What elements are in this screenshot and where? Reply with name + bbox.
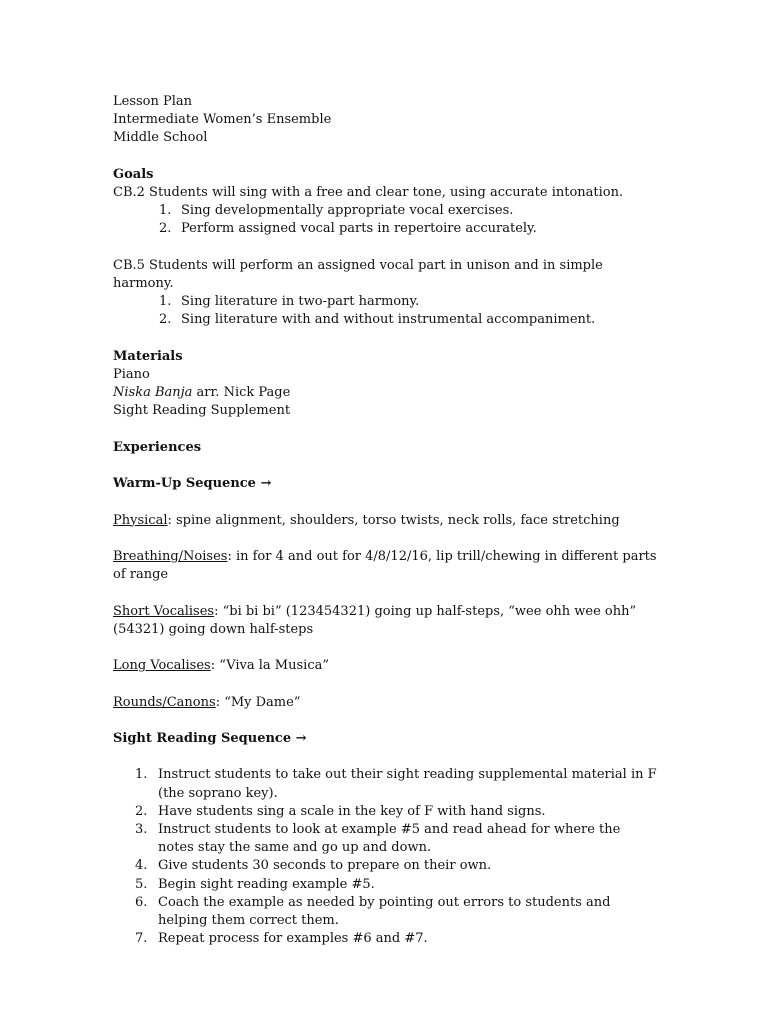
- list-item: [113, 803, 658, 821]
- list-text: Repeat process for examples #6 and #7.: [158, 931, 428, 947]
- list-text: Instruct students to take out their sight reading supplemental material in F (the soprano key).: [158, 767, 657, 801]
- short-vocalises-text: : “bi bi bi” (123454321) going up half-steps, “wee ohh wee ohh” (54321) going down half-steps: [113, 603, 637, 637]
- school-level: Middle School: [113, 130, 208, 146]
- sight-reading-heading: Sight Reading Sequence →: [113, 730, 307, 746]
- list-item: [113, 876, 658, 894]
- list-item: [113, 766, 658, 802]
- physical-text: : spine alignment, shoulders, torso twists, neck rolls, face stretching: [167, 512, 620, 528]
- warmup-heading: Warm-Up Sequence →: [113, 476, 272, 492]
- goal-cb2: CB.2 Students will sing with a free and clear tone, using accurate intonation.: [113, 185, 624, 200]
- short-vocalises-label: Short Vocalises: [113, 603, 215, 619]
- long-vocalises-text: : “Viva la Musica”: [210, 658, 329, 674]
- list-text: Have students sing a scale in the key of F with hand signs.: [158, 803, 546, 819]
- list-item: [113, 894, 658, 930]
- list-number: 2.: [159, 312, 172, 328]
- material-song: [113, 384, 658, 402]
- warmup-breathing: [113, 548, 658, 584]
- warmup-physical: [113, 512, 658, 530]
- experiences-heading: Experiences: [113, 439, 202, 455]
- list-number: 3.: [135, 821, 148, 837]
- list-item: [113, 202, 658, 220]
- ensemble-name: Intermediate Women’s Ensemble: [113, 112, 332, 128]
- breathing-label: Breathing/Noises: [113, 548, 228, 564]
- list-item: [113, 293, 658, 311]
- list-number: 2.: [135, 803, 148, 819]
- list-text: Coach the example as needed by pointing out errors to students and helping them correct them.: [158, 894, 611, 928]
- goal-cb5: CB.5 Students will perform an assigned vocal part in unison and in simple harmony.: [113, 257, 603, 291]
- materials-heading: Materials: [113, 348, 183, 364]
- list-number: 2.: [159, 221, 172, 237]
- list-number: 7.: [135, 931, 148, 947]
- list-item: [113, 821, 658, 857]
- warmup-short-vocalises: [113, 603, 658, 639]
- list-text: Instruct students to look at example #5 and read ahead for where the notes stay the same and go up and down.: [158, 821, 621, 856]
- goal-cb5-list: [113, 293, 658, 329]
- list-item: [113, 220, 658, 238]
- list-number: 1.: [135, 767, 148, 783]
- warmup-long-vocalises: [113, 657, 658, 675]
- rounds-text: : “My Dame”: [215, 694, 301, 710]
- warmup-rounds: [113, 694, 658, 712]
- breathing-text: : in for 4 and out for 4/8/12/16, lip trill/chewing in different parts of range: [113, 548, 657, 583]
- list-text: Give students 30 seconds to prepare on their own.: [158, 858, 492, 874]
- doc-title: Lesson Plan: [113, 94, 193, 109]
- list-item: [113, 857, 658, 875]
- list-number: 6.: [135, 894, 148, 910]
- list-text: Sing developmentally appropriate vocal exercises.: [181, 203, 514, 219]
- song-title: Niska Banja: [113, 385, 193, 401]
- physical-label: Physical: [113, 512, 168, 528]
- list-text: Begin sight reading example #5.: [158, 876, 375, 892]
- material-piano: Piano: [113, 367, 150, 382]
- long-vocalises-label: Long Vocalises: [113, 658, 211, 674]
- list-text: Perform assigned vocal parts in repertoire accurately.: [181, 221, 537, 237]
- sight-reading-list: [113, 766, 658, 948]
- list-text: Sing literature with and without instrumental accompaniment.: [181, 312, 596, 328]
- list-item: [113, 311, 658, 329]
- list-item: [113, 930, 658, 948]
- rounds-label: Rounds/Canons: [113, 694, 216, 710]
- list-number: 1.: [159, 294, 172, 310]
- goal-cb2-list: [113, 202, 658, 238]
- lesson-plan-body: [113, 93, 658, 948]
- list-number: 5.: [135, 876, 148, 892]
- song-arranger: arr. Nick Page: [192, 385, 291, 401]
- list-number: 4.: [135, 858, 148, 874]
- material-supplement: Sight Reading Supplement: [113, 403, 291, 419]
- list-text: Sing literature in two-part harmony.: [181, 294, 420, 310]
- list-number: 1.: [159, 203, 172, 219]
- goals-heading: Goals: [113, 166, 154, 182]
